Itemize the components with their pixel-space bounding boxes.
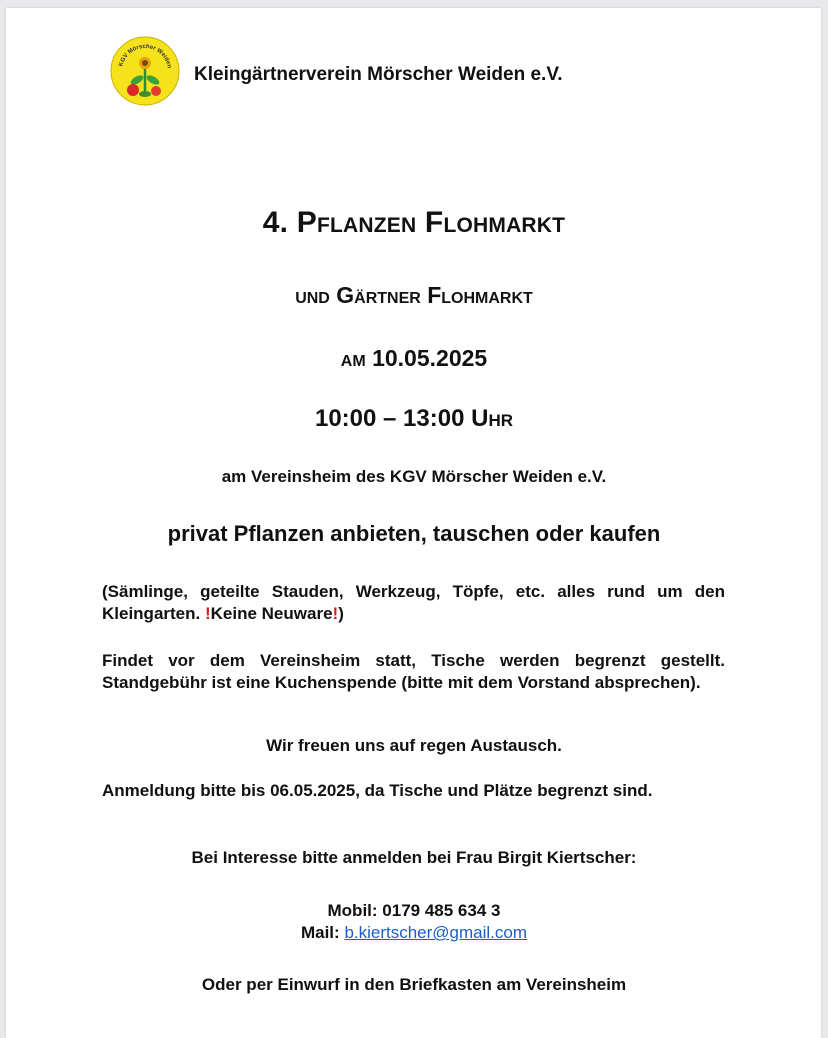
- registration-note: Anmeldung bitte bis 06.05.2025, da Tische und Plätze begrenzt sind.: [102, 781, 653, 800]
- date-value: 10.05.2025: [372, 345, 488, 371]
- thanks-line: Wir freuen uns auf regen Austausch.: [266, 736, 562, 755]
- contact-mail: [0, 922, 828, 944]
- title-word-fleamarket: Flohmarkt: [424, 206, 566, 239]
- title-word-plants: Pflanzen: [296, 206, 417, 239]
- items-note: [102, 581, 725, 625]
- no-new-goods-text: Keine Neuware: [210, 604, 333, 623]
- event-subtitle: [0, 282, 828, 309]
- contact-mobile: [0, 900, 828, 922]
- time-unit: Uhr: [471, 405, 513, 432]
- mail-label: Mail:: [300, 923, 340, 942]
- event-date: [0, 345, 828, 372]
- club-logo: [110, 36, 180, 106]
- time-range: 10:00 – 13:00: [314, 405, 465, 432]
- exclamation-mark: !: [332, 604, 339, 623]
- event-time: [0, 405, 828, 433]
- contact-alternative: Oder per Einwurf in den Briefkasten am Vereinsheim: [201, 975, 627, 994]
- items-note-close: ): [338, 604, 344, 623]
- mobile-label: Mobil:: [327, 901, 378, 920]
- email-link[interactable]: b.kiertscher@gmail.com: [344, 923, 528, 942]
- subtitle-word-gardener: Gärtner: [336, 282, 421, 308]
- event-title: [0, 206, 828, 240]
- title-number: 4.: [262, 206, 297, 239]
- location-note: Findet vor dem Vereinsheim statt, Tische werden begrenzt gestellt. Standgebühr ist eine Kuchenspende (bitte mit dem Vorstand absprechen).: [102, 651, 725, 692]
- subtitle-word-fleamarket: Flohmarkt: [427, 282, 533, 308]
- club-name: Kleingärtnerverein Mörscher Weiden e.V.: [194, 64, 563, 85]
- items-note-text: (Sämlinge, geteilte Stauden, Werkzeug, Töpfe, etc. alles rund um den Kleingarten.: [102, 582, 725, 623]
- date-prefix: am: [340, 345, 366, 371]
- svg-text:KGV Mörscher Weiden: KGV Mörscher Weiden: [118, 43, 172, 69]
- mobile-number: 0179 485 634 3: [382, 901, 501, 920]
- event-venue: am Vereinsheim des KGV Mörscher Weiden e.V.: [221, 467, 607, 486]
- contact-interest: Bei Interesse bitte anmelden bei Frau Birgit Kiertscher:: [191, 848, 637, 867]
- subtitle-prefix: und: [295, 282, 330, 308]
- event-offer: privat Pflanzen anbieten, tauschen oder kaufen: [167, 521, 661, 546]
- exclamation-mark: !: [204, 604, 211, 623]
